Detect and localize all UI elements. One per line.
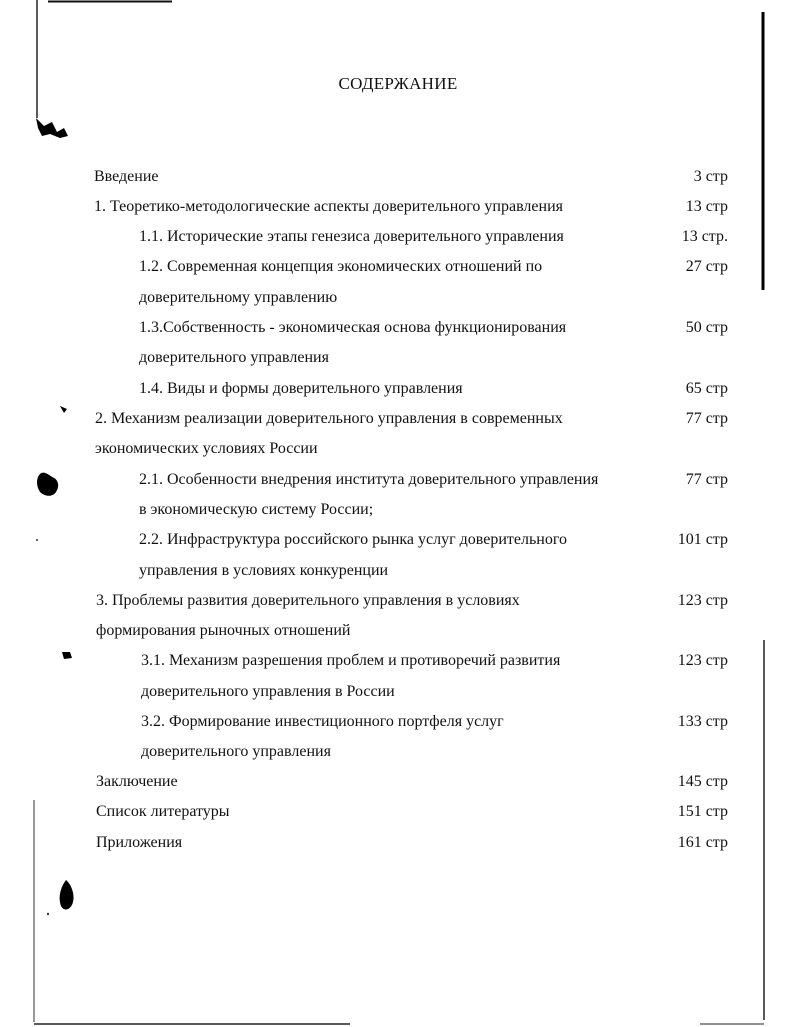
ink-dot-1 bbox=[36, 539, 38, 541]
toc-entry-label: 2.2. Инфраструктура российского рынка услуг доверительного bbox=[139, 531, 568, 548]
toc-entry-page: 3 стр bbox=[693, 168, 728, 185]
toc-entry-page: 50 стр bbox=[685, 319, 728, 336]
toc-entry-continuation-text: экономических условиях России bbox=[95, 440, 318, 457]
toc-entry-page: 77 стр bbox=[685, 410, 728, 427]
ink-blot-5 bbox=[60, 880, 74, 909]
toc-entry-label: Введение bbox=[94, 168, 159, 185]
toc-entry-label: 3.2. Формирование инвестиционного портфеля услуг bbox=[141, 713, 504, 730]
toc-entry-label: 3.1. Механизм разрешения проблем и противоречий развития bbox=[141, 652, 561, 669]
toc-entry-label: Список литературы bbox=[96, 803, 230, 820]
ink-blot-2 bbox=[60, 406, 67, 413]
toc-entry-label: Приложения bbox=[96, 834, 183, 851]
toc-entry-label: 2.1. Особенности внедрения института доверительного управления bbox=[139, 471, 599, 488]
toc-entry-label: 1. Теоретико-методологические аспекты доверительного управления bbox=[94, 198, 563, 215]
toc-entry-label: 1.4. Виды и формы доверительного управления bbox=[139, 380, 463, 397]
ink-blot-4 bbox=[62, 652, 72, 659]
toc-entry-page: 161 стр bbox=[677, 834, 728, 851]
toc-entry-page: 123 стр bbox=[677, 652, 728, 669]
ink-blot-1 bbox=[36, 118, 68, 138]
toc-entry-page: 13 стр. bbox=[681, 228, 728, 245]
toc-entry-continuation-text: управления в условиях конкуренции bbox=[139, 562, 389, 579]
toc-entry-continuation-text: доверительному управлению bbox=[139, 289, 338, 306]
toc-entry-page: 151 стр bbox=[677, 803, 728, 820]
toc-entry-page: 13 стр bbox=[685, 198, 728, 215]
toc-entry-label: 2. Механизм реализации доверительного управления в современных bbox=[95, 410, 563, 427]
toc-entry-continuation-text: доверительного управления в России bbox=[141, 683, 395, 700]
ink-dot-2 bbox=[47, 913, 49, 915]
toc-entry-continuation-text: доверительного управления bbox=[139, 349, 329, 366]
toc-entry-page: 27 стр bbox=[685, 258, 728, 275]
toc-entry-continuation-text: в экономическую систему России; bbox=[139, 501, 374, 518]
toc-entry-continuation-text: доверительного управления bbox=[141, 743, 331, 760]
toc-entry-page: 123 стр bbox=[677, 592, 728, 609]
toc-entry-page: 65 стр bbox=[685, 380, 728, 397]
toc-entry-page: 77 стр bbox=[685, 471, 728, 488]
toc-entry-continuation-text: формирования рыночных отношений bbox=[96, 622, 351, 639]
toc-entry-label: 3. Проблемы развития доверительного управления в условиях bbox=[96, 592, 520, 609]
ink-blot-3 bbox=[37, 473, 58, 496]
page-title: СОДЕРЖАНИЕ bbox=[338, 74, 458, 93]
toc-entry-label: 1.3.Собственность - экономическая основа функционирования bbox=[139, 319, 567, 336]
toc-entry-page: 133 стр bbox=[677, 713, 728, 730]
toc-entry-page: 101 стр bbox=[677, 531, 728, 548]
toc-entry-label: 1.2. Современная концепция экономических отношений по bbox=[139, 258, 543, 275]
toc-entry-label: Заключение bbox=[96, 773, 178, 790]
toc-entry-label: 1.1. Исторические этапы генезиса доверительного управления bbox=[139, 228, 564, 245]
toc-entry-page: 145 стр bbox=[677, 773, 728, 790]
